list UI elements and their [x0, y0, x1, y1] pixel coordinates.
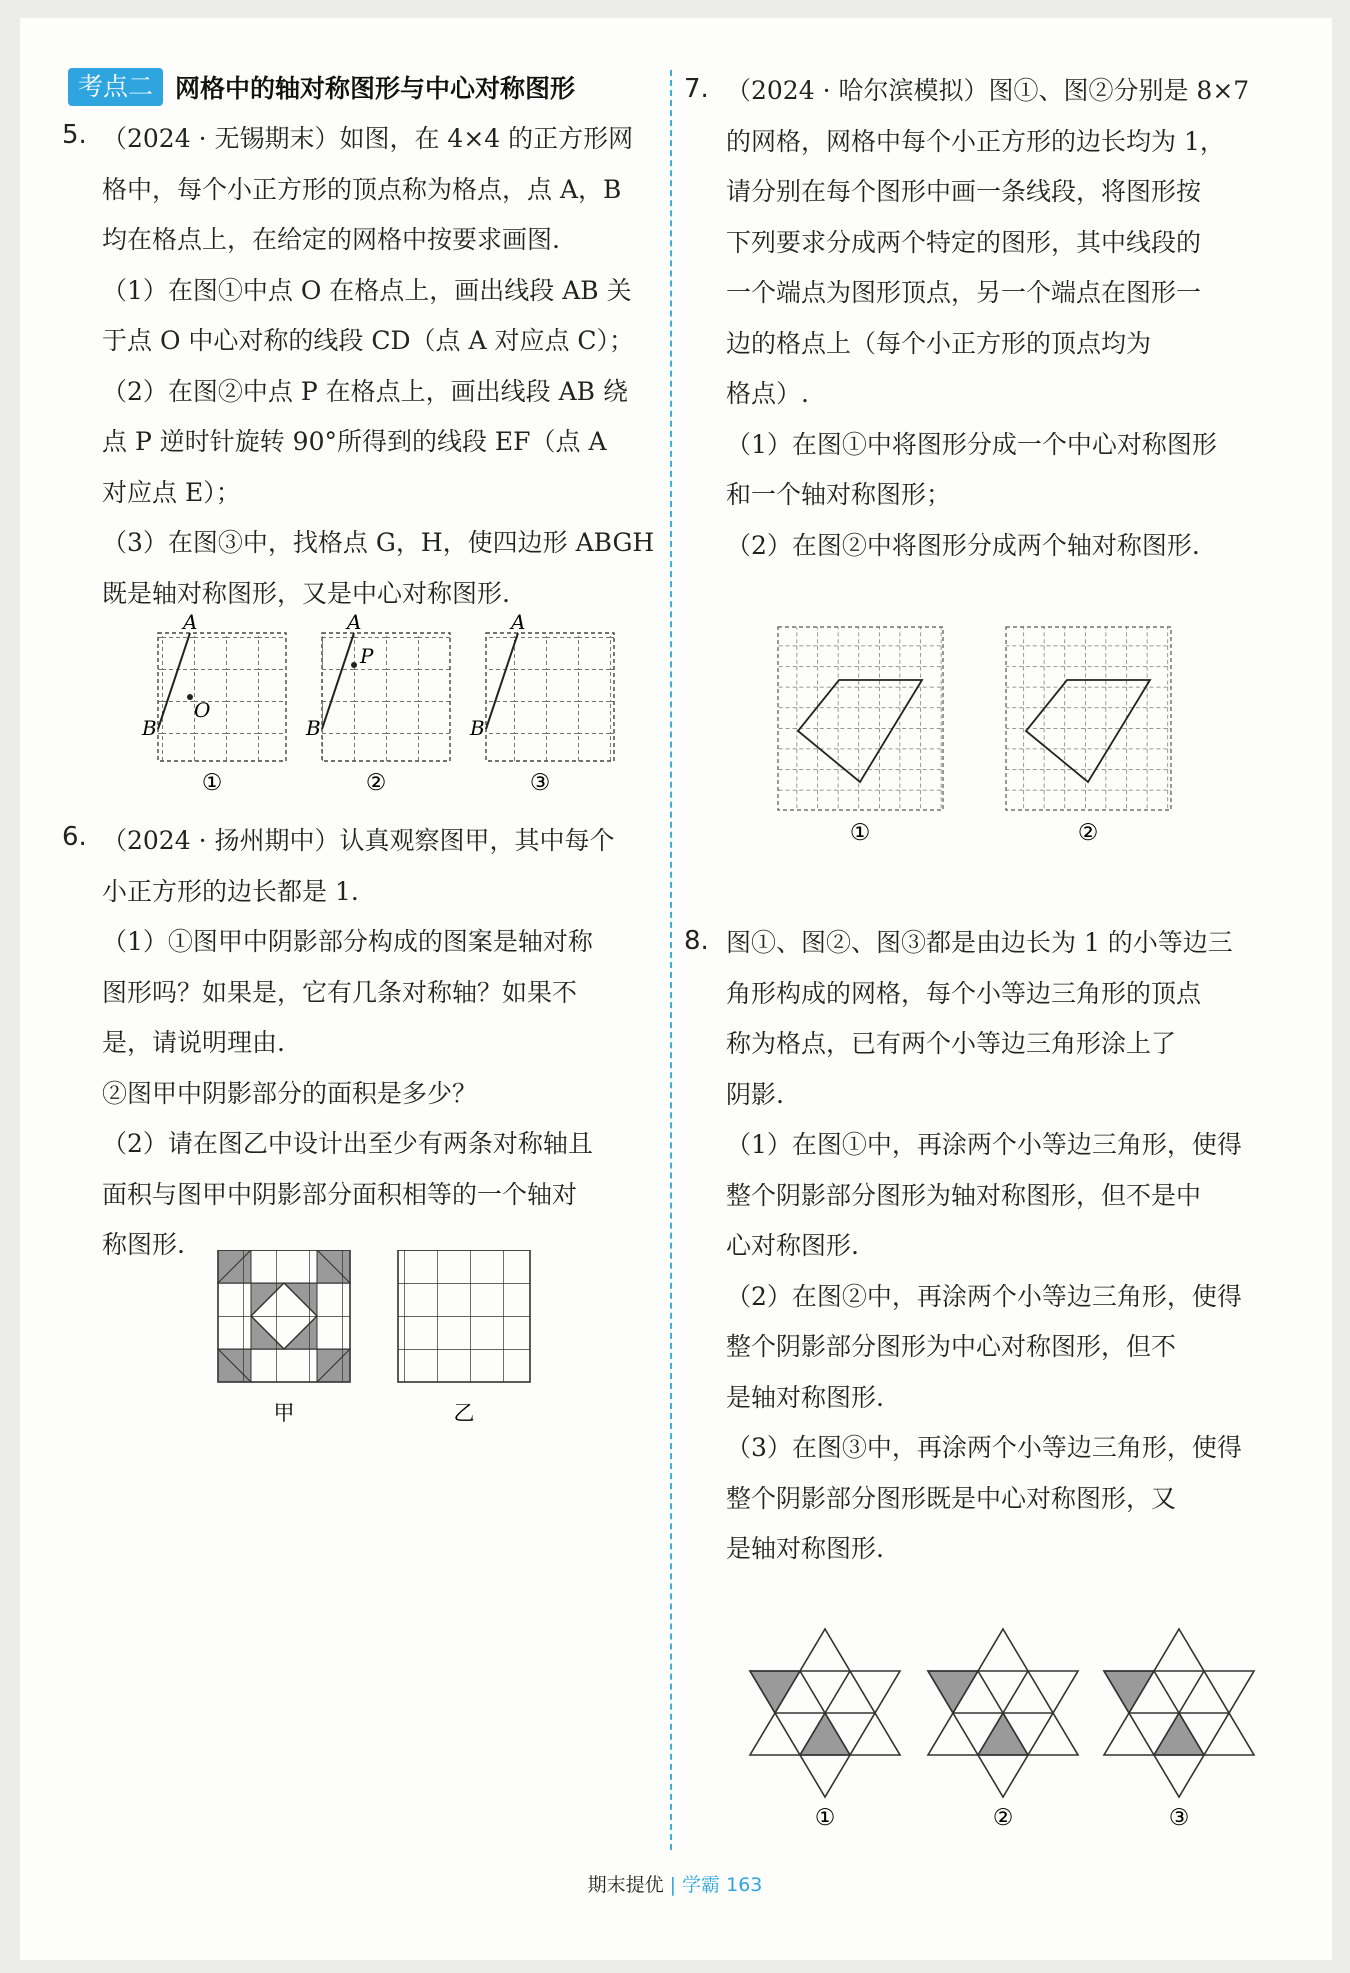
q8-line: 是轴对称图形.	[726, 1534, 884, 1563]
label-b: B	[306, 716, 321, 740]
q8-star-1	[750, 1629, 900, 1830]
q8-number: 8.	[684, 926, 709, 956]
point-p	[351, 662, 357, 668]
q7-grid-1	[778, 627, 943, 846]
q5-line: 既是轴对称图形，又是中心对称图形.	[102, 578, 510, 608]
q5-line: （2）在图②中点 P 在格点上，画出线段 AB 绕	[102, 376, 628, 406]
q8-line: 整个阴影部分图形既是中心对称图形，又	[726, 1483, 1177, 1513]
shaded-triangle	[978, 1713, 1028, 1755]
q6-figures	[210, 1250, 550, 1435]
caption-yi: 乙	[453, 1401, 475, 1425]
q5-number: 5.	[62, 120, 87, 150]
q8-line: 阴影.	[726, 1079, 784, 1109]
caption-1: ①	[814, 1805, 836, 1830]
q7-line: （1）在图①中将图形分成一个中心对称图形	[726, 429, 1217, 459]
caption-1: ①	[201, 770, 223, 796]
q5-line: 格中，每个小正方形的顶点称为格点，点 A，B	[102, 174, 622, 204]
footer-separator: |	[669, 1874, 677, 1896]
q6-line: ②图甲中阴影部分的面积是多少？	[102, 1078, 478, 1108]
label-b: B	[470, 716, 485, 740]
label-a: A	[183, 610, 198, 634]
q8-star-2	[928, 1629, 1078, 1830]
caption-2: ②	[992, 1805, 1014, 1830]
q5-line: （2024 · 无锡期末）如图，在 4×4 的正方形网	[102, 124, 634, 153]
q7-line: 请分别在每个图形中画一条线段，将图形按	[726, 177, 1202, 206]
q7-line: 和一个轴对称图形；	[726, 480, 952, 509]
q8-line: 整个阴影部分图形为中心对称图形，但不	[726, 1332, 1177, 1361]
q8-line: 整个阴影部分图形为轴对称图形，但不是中	[726, 1180, 1202, 1210]
label-a: A	[511, 610, 526, 634]
section-badge: 考点二	[68, 68, 163, 106]
q7-line: （2024 · 哈尔滨模拟）图①、图②分别是 8×7	[726, 76, 1250, 105]
caption-2: ②	[365, 770, 387, 796]
shaded-triangle	[1104, 1671, 1154, 1713]
q5-line: （1）在图①中点 O 在格点上，画出线段 AB 关	[102, 275, 632, 305]
q5-grid-1	[141, 610, 286, 796]
q6-line: （2024 · 扬州期中）认真观察图甲，其中每个	[102, 826, 615, 855]
q8-line: （3）在图③中，再涂两个小等边三角形，使得	[726, 1433, 1242, 1462]
label-p: P	[360, 644, 374, 668]
q6-line: （1）①图甲中阴影部分构成的图案是轴对称	[102, 927, 593, 956]
caption-3: ③	[1168, 1805, 1190, 1830]
q8-star-3	[1104, 1629, 1254, 1830]
q6-number: 6.	[62, 822, 87, 852]
section-title: 网格中的轴对称图形与中心对称图形	[175, 74, 576, 103]
q5-line: （3）在图③中，找格点 G，H，使四边形 ABGH	[102, 528, 655, 557]
q7-line: 边的格点上（每个小正方形的顶点均为	[726, 328, 1152, 358]
q8-line: （1）在图①中，再涂两个小等边三角形，使得	[726, 1130, 1242, 1159]
q5-line: 均在格点上，在给定的网格中按要求画图.	[102, 225, 560, 254]
q6-text	[102, 816, 657, 1271]
q7-line: （2）在图②中将图形分成两个轴对称图形.	[726, 530, 1200, 560]
q5-text	[102, 114, 657, 619]
q6-line: 是，请说明理由.	[102, 1028, 285, 1057]
q7-grid-2	[1006, 627, 1171, 846]
q7-line: 一个端点为图形顶点，另一个端点在图形一	[726, 278, 1202, 307]
page-number: 163	[726, 1874, 763, 1896]
shaded-triangle	[750, 1671, 800, 1713]
caption-2: ②	[1077, 820, 1099, 846]
figure-yi	[398, 1250, 530, 1425]
section-header	[68, 68, 575, 106]
q7-line: 的网格，网格中每个小正方形的边长均为 1，	[726, 126, 1225, 156]
label-o: O	[194, 698, 211, 722]
q7-line: 下列要求分成两个特定的图形，其中线段的	[726, 227, 1202, 257]
caption-1: ①	[849, 820, 871, 846]
q7-number: 7.	[684, 74, 709, 104]
q5-line: 对应点 E）；	[102, 477, 241, 507]
label-a: A	[347, 610, 362, 634]
q8-line: 是轴对称图形.	[726, 1382, 884, 1412]
q6-line: 小正方形的边长都是 1.	[102, 876, 359, 906]
q8-text	[726, 918, 1286, 1575]
caption-3: ③	[529, 770, 551, 796]
q8-figures	[740, 1625, 1260, 1830]
q8-line: 图①、图②、图③都是由边长为 1 的小等边三	[726, 928, 1233, 957]
q5-line: 于点 O 中心对称的线段 CD（点 A 对应点 C）；	[102, 326, 635, 355]
q5-figures	[130, 605, 620, 805]
q5-grid-3	[469, 610, 614, 796]
shaded-triangle	[800, 1713, 850, 1755]
q7-line: 格点）.	[726, 379, 809, 408]
figure-jia	[218, 1250, 350, 1425]
q5-line: 点 P 逆时针旋转 90°所得到的线段 EF（点 A	[102, 427, 607, 456]
page-footer	[0, 1870, 1350, 1897]
q6-line: 面积与图甲中阴影部分面积相等的一个轴对	[102, 1179, 578, 1209]
q6-line: 图形吗？如果是，它有几条对称轴？如果不	[102, 977, 578, 1007]
q7-figures	[776, 625, 1226, 850]
q7-text	[726, 66, 1286, 571]
shaded-triangle	[928, 1671, 978, 1713]
q6-line: （2）请在图乙中设计出至少有两条对称轴且	[102, 1129, 593, 1158]
q8-line: 角形构成的网格，每个小等边三角形的顶点	[726, 978, 1202, 1008]
q8-line: 称为格点，已有两个小等边三角形涂上了	[726, 1029, 1177, 1058]
footer-book-title: 期末提优	[587, 1874, 664, 1896]
q8-line: 心对称图形.	[726, 1231, 859, 1260]
q5-grid-2	[305, 610, 450, 796]
caption-jia: 甲	[273, 1401, 295, 1425]
footer-brand: 学霸	[682, 1874, 721, 1896]
shaded-triangle	[1154, 1713, 1204, 1755]
label-b: B	[142, 716, 157, 740]
point-o	[187, 694, 193, 700]
q8-line: （2）在图②中，再涂两个小等边三角形，使得	[726, 1281, 1242, 1311]
q6-line: 称图形.	[102, 1230, 185, 1259]
column-divider	[670, 70, 672, 1850]
